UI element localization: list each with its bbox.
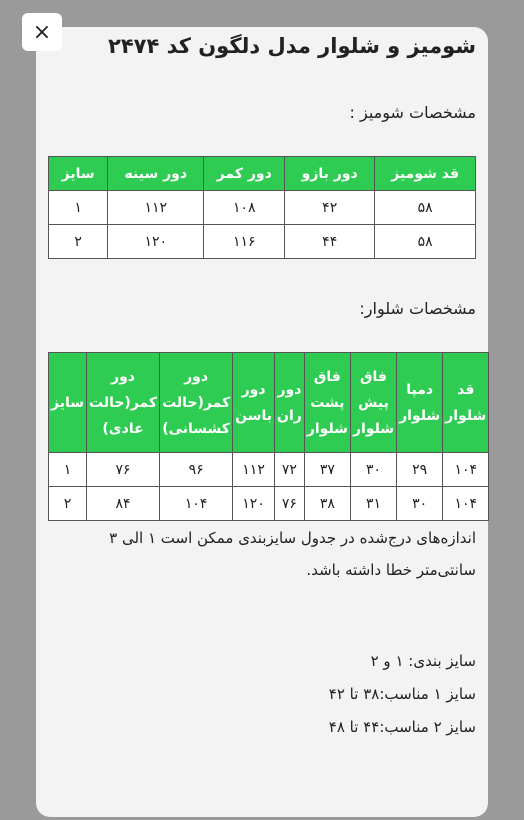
table-cell: ۱۰۴ [443, 453, 489, 487]
table-cell: ۳۸ [304, 487, 350, 521]
table-header: قد شلوار [443, 353, 489, 453]
table-cell: ۱۰۴ [160, 487, 233, 521]
table-header: قد شومیز [375, 157, 476, 191]
close-button[interactable] [22, 13, 62, 51]
pants-size-table [48, 352, 489, 521]
table-header: دور سینه [108, 157, 204, 191]
page-title: شومیز و شلوار مدل دلگون کد ۲۴۷۴ [108, 34, 476, 58]
table-header: دور کمر [204, 157, 285, 191]
shirt-specs-label: مشخصات شومیز : [349, 103, 476, 122]
table-cell: ۱۲۰ [233, 487, 275, 521]
table-cell: ۱۱۲ [108, 191, 204, 225]
table-header: دمپا شلوار [397, 353, 443, 453]
table-cell: ۱ [49, 453, 87, 487]
table-cell: ۴۴ [285, 225, 375, 259]
table-row [49, 225, 476, 259]
table-cell: ۱۰۸ [204, 191, 285, 225]
table-cell: ۱۲۰ [108, 225, 204, 259]
table-header-row [49, 353, 489, 453]
table-cell: ۳۰ [350, 453, 396, 487]
table-cell: ۳۷ [304, 453, 350, 487]
table-cell: ۱۱۲ [233, 453, 275, 487]
table-row [49, 191, 476, 225]
table-header-row [49, 157, 476, 191]
table-cell: ۱ [49, 191, 108, 225]
table-cell: ۵۸ [375, 191, 476, 225]
table-header: سایز [49, 353, 87, 453]
size-tolerance-note: اندازه‌های درج‌شده در جدول سایزبندی ممکن است ۱ الی ۳ سانتی‌متر خطا داشته باشد. [109, 529, 476, 579]
size-1-fit-text: سایز ۱ مناسب:۳۸ تا ۴۲ [328, 685, 476, 703]
table-cell: ۲ [49, 225, 108, 259]
size-range-text: سایز بندی: ۱ و ۲ [370, 652, 476, 670]
table-cell: ۲۹ [397, 453, 443, 487]
table-header: دور باسن [233, 353, 275, 453]
close-icon: × [32, 19, 52, 45]
table-header: دور کمر(حالت عادی) [87, 353, 160, 453]
table-cell: ۲ [49, 487, 87, 521]
size-2-fit-text: سایز ۲ مناسب:۴۴ تا ۴۸ [328, 718, 476, 736]
table-cell: ۷۶ [87, 453, 160, 487]
table-cell: ۵۸ [375, 225, 476, 259]
table-cell: ۷۲ [275, 453, 305, 487]
pants-specs-label: مشخصات شلوار: [359, 299, 476, 318]
table-cell: ۷۶ [275, 487, 305, 521]
shirt-size-table [48, 156, 476, 259]
table-header: فاق پیش شلوار [350, 353, 396, 453]
table-row [49, 453, 489, 487]
table-row [49, 487, 489, 521]
table-header: دور بازو [285, 157, 375, 191]
table-cell: ۳۱ [350, 487, 396, 521]
table-header: دور کمر(حالت کشسانی) [160, 353, 233, 453]
table-header: فاق پشت شلوار [304, 353, 350, 453]
table-header: دور ران [275, 353, 305, 453]
table-cell: ۱۱۶ [204, 225, 285, 259]
table-cell: ۹۶ [160, 453, 233, 487]
table-cell: ۴۲ [285, 191, 375, 225]
table-header: سایز [49, 157, 108, 191]
table-cell: ۱۰۴ [443, 487, 489, 521]
table-cell: ۳۰ [397, 487, 443, 521]
table-cell: ۸۴ [87, 487, 160, 521]
